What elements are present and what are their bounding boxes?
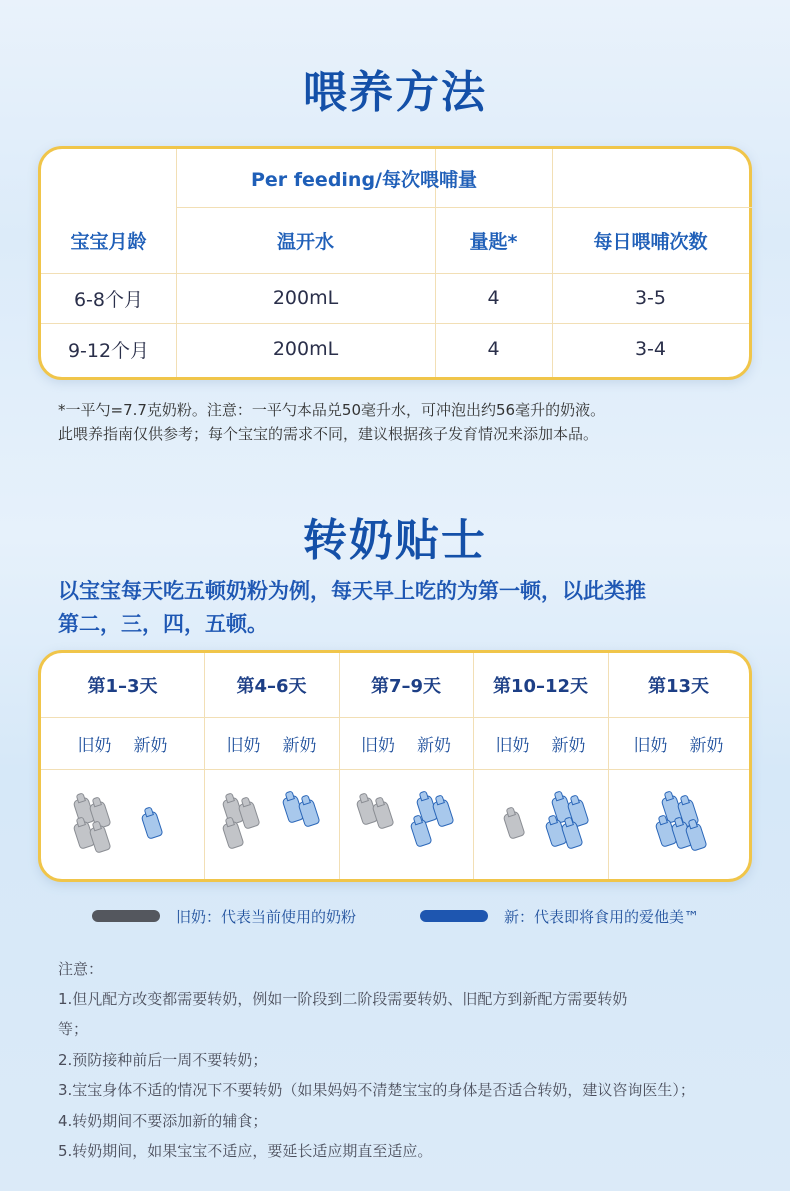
new-milk-label: 新奶 — [417, 735, 451, 756]
header-daily-feeds: 每日喂哺次数 — [593, 230, 708, 253]
new-bottle-icon — [684, 822, 707, 852]
stage-label: 第10–12天 — [492, 676, 589, 697]
old-bottle-icon — [237, 800, 260, 830]
header-water: 温开水 — [276, 230, 334, 253]
feeding-title: 喂养方法 — [303, 67, 487, 118]
tip-item: 4.转奶期间不要添加新的辅食； — [58, 1112, 268, 1130]
tips-heading: 注意： — [58, 960, 104, 978]
old-bottle-icon — [88, 824, 111, 854]
tip-item: 5.转奶期间，如果宝宝不适应，要延长适应期直至适应。 — [58, 1142, 433, 1160]
old-milk-label: 旧奶 — [633, 735, 668, 756]
new-bottle-icon — [297, 798, 320, 828]
stage-label: 第1–3天 — [87, 676, 158, 697]
row2-daily-feeds: 3-4 — [634, 338, 667, 360]
tip-item: 等； — [58, 1020, 89, 1038]
switch-title: 转奶贴士 — [303, 515, 487, 566]
row1-age: 6-8个月 — [73, 288, 144, 311]
tips-section — [58, 958, 758, 1178]
legend-new-text: 新：代表即将食用的爱他美™ — [504, 908, 700, 926]
old-bottle-icon — [502, 810, 525, 840]
switch-subtitle-2: 第二，三，四，五顿。 — [58, 612, 268, 636]
new-milk-label: 新奶 — [689, 735, 724, 756]
feeding-table — [38, 146, 752, 380]
feeding-note-1: *一平勺=7.7克奶粉。注意：一平勺本品兑50毫升水，可冲泡出约56毫升的奶液。 — [58, 401, 606, 419]
new-bottle-icon — [140, 810, 163, 840]
tip-item: 2.预防接种前后一周不要转奶； — [58, 1051, 268, 1069]
row1-daily-feeds: 3-5 — [634, 287, 667, 309]
row2-age: 9-12个月 — [67, 339, 150, 362]
tip-item: 1.但凡配方改变都需要转奶，例如一阶段到二阶段需要转奶、旧配方到新配方需要转奶 — [58, 990, 628, 1008]
old-bottle-icon — [371, 800, 394, 830]
old-milk-label: 旧奶 — [361, 735, 395, 756]
new-bottle-icon — [409, 818, 432, 848]
new-milk-label: 新奶 — [551, 735, 586, 756]
legend-old-text: 旧奶：代表当前使用的奶粉 — [176, 908, 357, 926]
stage-label: 第4–6天 — [236, 676, 307, 697]
new-milk-label: 新奶 — [133, 735, 168, 756]
tip-item: 3.宝宝身体不适的情况下不要转奶（如果妈妈不清楚宝宝的身体是否适合转奶，建议咨询医生）； — [58, 1081, 695, 1099]
legend-old-swatch — [92, 910, 160, 922]
header-age: 宝宝月龄 — [70, 230, 147, 253]
stage-label: 第7–9天 — [370, 676, 442, 697]
old-milk-label: 旧奶 — [226, 735, 261, 756]
old-bottle-icon — [221, 820, 244, 850]
old-milk-label: 旧奶 — [495, 735, 530, 756]
row2-scoops: 4 — [487, 338, 500, 360]
switch-subtitle-1: 以宝宝每天吃五顿奶粉为例，每天早上吃的为第一顿，以此类推 — [58, 579, 646, 603]
new-bottle-icon — [431, 798, 454, 828]
per-feeding-header: Per feeding/每次喂哺量 — [250, 168, 477, 191]
new-milk-label: 新奶 — [282, 735, 317, 756]
old-milk-label: 旧奶 — [77, 735, 112, 756]
row2-water: 200mL — [272, 338, 339, 360]
switch-table — [38, 650, 752, 882]
stage-label: 第13天 — [647, 676, 710, 697]
header-scoops: 量匙* — [469, 230, 518, 253]
row1-water: 200mL — [272, 287, 339, 309]
legend-new-swatch — [420, 910, 488, 922]
row1-scoops: 4 — [487, 287, 500, 309]
feeding-note-2: 此喂养指南仅供参考；每个宝宝的需求不同，建议根据孩子发育情况来添加本品。 — [58, 425, 599, 443]
